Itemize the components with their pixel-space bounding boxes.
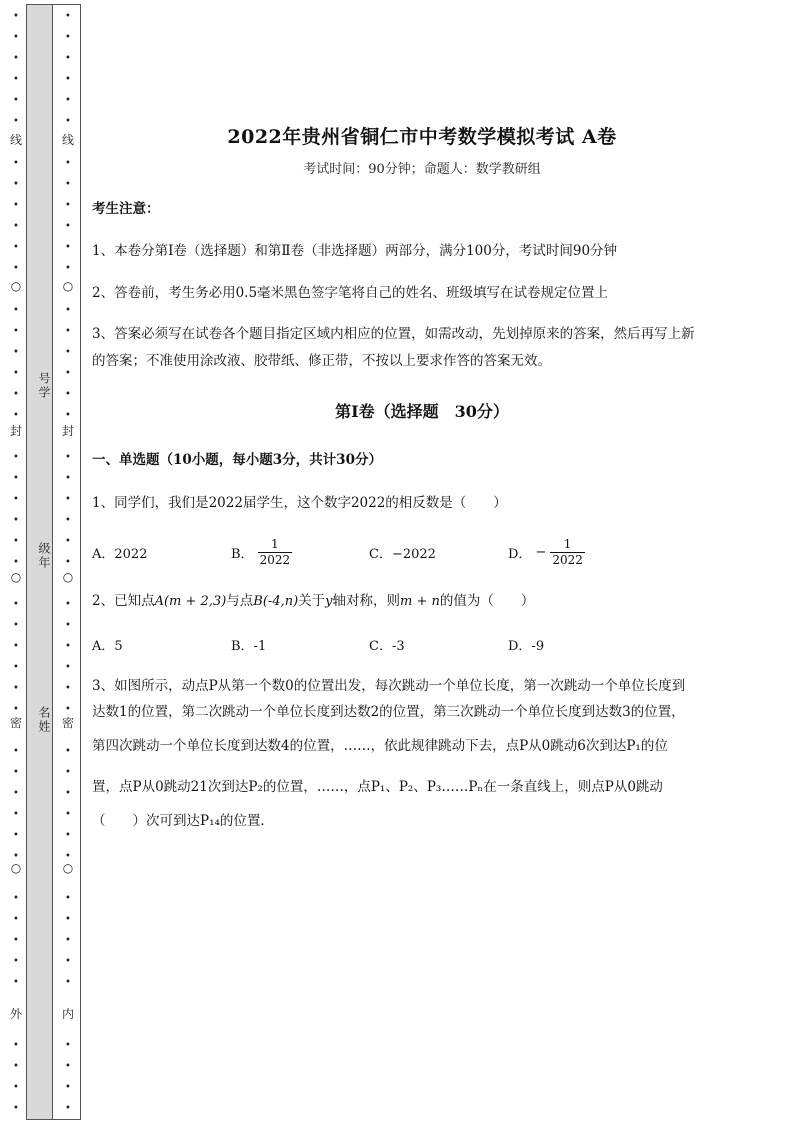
question-3-line: 置，点P从0跳动21次到达P₂的位置，……，点P₁、P₂、P₃……Pₙ在一条直线上，则点P从0跳动 <box>92 779 663 795</box>
cut-line-dot: • <box>65 347 71 358</box>
cut-line-dot: • <box>13 53 19 64</box>
cut-line-circle: ○ <box>10 570 22 584</box>
option-c: C．-3 <box>369 638 405 654</box>
cut-line-dot: • <box>13 1082 19 1093</box>
cut-line-dot: • <box>65 200 71 211</box>
cut-line-dot: • <box>65 11 71 22</box>
cut-line-dot: • <box>13 305 19 316</box>
notes-heading: 考生注意： <box>92 201 160 217</box>
cut-line-dot: • <box>13 368 19 379</box>
cut-line-dot: • <box>65 116 71 127</box>
option-b: B．-1 <box>231 638 267 654</box>
question-3-line: 第四次跳动一个单位长度到达数4的位置，……，依此规律跳动下去，点P从0跳动6次到达P₁的位 <box>92 738 668 754</box>
cut-line-dot: • <box>13 242 19 253</box>
option-b: B． $\frac{1}{2022}$ <box>231 536 291 567</box>
cut-line-dot: • <box>13 746 19 757</box>
fraction: $\frac{1}{2022}$ <box>552 536 583 567</box>
cut-line-label: 外 <box>9 1007 22 1021</box>
cut-line-dot: • <box>65 179 71 190</box>
cut-line-dot: • <box>65 641 71 652</box>
cut-line-dot: • <box>13 536 19 547</box>
cut-line-label: 线 <box>9 133 22 147</box>
cut-line-dot: • <box>13 977 19 988</box>
binding-margin <box>0 0 82 1123</box>
question-1-options <box>92 535 752 569</box>
section-title: 第I卷（选择题 30分） <box>335 402 509 421</box>
option-c: C．−2022 <box>369 546 436 562</box>
cut-line-dot: • <box>65 389 71 400</box>
cut-line-dot: • <box>13 1061 19 1072</box>
cut-line-dot: • <box>13 95 19 106</box>
cut-line-dot: • <box>65 557 71 568</box>
option-d: D．-9 <box>508 638 545 654</box>
cut-line-dot: • <box>65 746 71 757</box>
cut-line-dot: • <box>13 809 19 820</box>
exam-subtitle: 考试时间：90分钟；命题人：数学教研组 <box>303 162 541 177</box>
cut-line-dot: • <box>13 599 19 610</box>
cut-line-dot: • <box>13 347 19 358</box>
cut-line-dot: • <box>65 788 71 799</box>
cut-line-circle: ○ <box>62 279 74 293</box>
cut-line-dot: • <box>13 32 19 43</box>
cut-line-dot: • <box>65 410 71 421</box>
cut-line-dot: • <box>13 935 19 946</box>
cut-line-dot: • <box>65 74 71 85</box>
cut-line-label: 封 <box>9 424 22 438</box>
cut-line-dot: • <box>13 788 19 799</box>
cut-line-dot: • <box>65 158 71 169</box>
cut-line-dot: • <box>65 767 71 778</box>
cut-line-dot: • <box>65 662 71 673</box>
page-title: 2022年贵州省铜仁市中考数学模拟考试 A卷 <box>227 126 617 148</box>
cut-line-dot: • <box>13 179 19 190</box>
cut-line-dot: • <box>65 242 71 253</box>
cut-line-dot: • <box>13 116 19 127</box>
option-a: A．2022 <box>92 546 148 562</box>
cut-line-dot: • <box>13 473 19 484</box>
cut-line-dot: • <box>13 704 19 715</box>
class-label: 级年 <box>37 542 51 570</box>
cut-line-dot: • <box>65 494 71 505</box>
cut-line-label: 封 <box>61 424 74 438</box>
question-1-stem: 1、同学们，我们是2022届学生，这个数字2022的相反数是（ ） <box>92 495 507 511</box>
cut-line-dot: • <box>13 263 19 274</box>
cut-line-dot: • <box>13 74 19 85</box>
part-title: 一、单选题（10小题，每小题3分，共计30分） <box>92 452 382 468</box>
cut-line-dot: • <box>13 452 19 463</box>
cut-line-dot: • <box>65 1103 71 1114</box>
cut-line-dot: • <box>65 473 71 484</box>
cut-line-dot: • <box>13 1103 19 1114</box>
cut-line-dot: • <box>65 977 71 988</box>
cut-line-dot: • <box>13 683 19 694</box>
cut-line-dot: • <box>65 1040 71 1051</box>
cut-line-dot: • <box>65 620 71 631</box>
cut-line-dot: • <box>13 494 19 505</box>
cut-line-circle: ○ <box>62 861 74 875</box>
cut-line-dot: • <box>65 368 71 379</box>
cut-line-dot: • <box>13 326 19 337</box>
cut-line-dot: • <box>65 956 71 967</box>
cut-line-dot: • <box>13 620 19 631</box>
cut-line-dot: • <box>13 515 19 526</box>
cut-line-label: 密 <box>9 716 22 730</box>
cut-line-dot: • <box>13 641 19 652</box>
question-2-stem: 2、已知点A(m + 2,3)与点B(-4,n)关于y轴对称，则m + n的值为（ ） <box>92 593 535 609</box>
cut-line-dot: • <box>13 830 19 841</box>
inner-cut-line <box>60 0 76 1123</box>
cut-line-dot: • <box>65 683 71 694</box>
cut-line-dot: • <box>65 326 71 337</box>
cut-line-dot: • <box>65 1061 71 1072</box>
cut-line-dot: • <box>65 935 71 946</box>
option-a: A．5 <box>92 638 123 654</box>
cut-line-dot: • <box>13 893 19 904</box>
note-item: 3、答案必须写在试卷各个题目指定区域内相应的位置，如需改动，先划掉原来的答案，然后再写上新 <box>92 326 695 342</box>
option-d: D． − $\frac{1}{2022}$ <box>508 536 583 567</box>
cut-line-label: 内 <box>61 1007 74 1021</box>
outer-cut-line <box>8 0 24 1123</box>
question-2-options <box>92 627 752 661</box>
cut-line-dot: • <box>65 305 71 316</box>
cut-line-dot: • <box>13 11 19 22</box>
cut-line-dot: • <box>65 830 71 841</box>
cut-line-dot: • <box>65 704 71 715</box>
cut-line-dot: • <box>13 158 19 169</box>
cut-line-dot: • <box>65 452 71 463</box>
cut-line-label: 密 <box>61 716 74 730</box>
cut-line-dot: • <box>13 662 19 673</box>
cut-line-label: 线 <box>61 133 74 147</box>
cut-line-dot: • <box>65 914 71 925</box>
cut-line-dot: • <box>65 893 71 904</box>
cut-line-dot: • <box>65 599 71 610</box>
cut-line-dot: • <box>13 851 19 862</box>
student-name-label: 名姓 <box>37 706 51 734</box>
cut-line-circle: ○ <box>10 279 22 293</box>
fraction: $\frac{1}{2022}$ <box>259 536 291 567</box>
cut-line-dot: • <box>65 221 71 232</box>
cut-line-dot: • <box>65 1082 71 1093</box>
note-item-continued: 的答案；不准使用涂改液、胶带纸、修正带，不按以上要求作答的答案无效。 <box>92 353 551 369</box>
question-3-line: （ ）次可到达P₁₄的位置． <box>92 813 274 829</box>
cut-line-dot: • <box>65 851 71 862</box>
cut-line-dot: • <box>13 200 19 211</box>
cut-line-dot: • <box>13 1040 19 1051</box>
cut-line-dot: • <box>65 32 71 43</box>
cut-line-dot: • <box>65 263 71 274</box>
cut-line-dot: • <box>13 914 19 925</box>
cut-line-circle: ○ <box>62 570 74 584</box>
cut-line-dot: • <box>13 956 19 967</box>
note-item: 1、本卷分第I卷（选择题）和第Ⅱ卷（非选择题）两部分，满分100分，考试时间90分钟 <box>92 243 618 259</box>
cut-line-circle: ○ <box>10 861 22 875</box>
cut-line-dot: • <box>13 410 19 421</box>
cut-line-dot: • <box>13 557 19 568</box>
cut-line-dot: • <box>13 389 19 400</box>
student-number-label: 号学 <box>37 372 51 400</box>
note-item: 2、答卷前，考生务必用0.5毫米黑色签字笔将自己的姓名、班级填写在试卷规定位置上 <box>92 285 609 301</box>
cut-line-dot: • <box>65 515 71 526</box>
cut-line-dot: • <box>13 767 19 778</box>
cut-line-dot: • <box>65 536 71 547</box>
cut-line-dot: • <box>13 221 19 232</box>
cut-line-dot: • <box>65 809 71 820</box>
question-3-line: 达数1的位置，第二次跳动一个单位长度到达数2的位置，第三次跳动一个单位长度到达数3的位置， <box>92 704 685 720</box>
cut-line-dot: • <box>65 53 71 64</box>
exam-page <box>92 0 752 1123</box>
question-3-line: 3、如图所示，动点P从第一个数0的位置出发，每次跳动一个单位长度，第一次跳动一个单位长度到 <box>92 678 686 694</box>
cut-line-dot: • <box>65 95 71 106</box>
